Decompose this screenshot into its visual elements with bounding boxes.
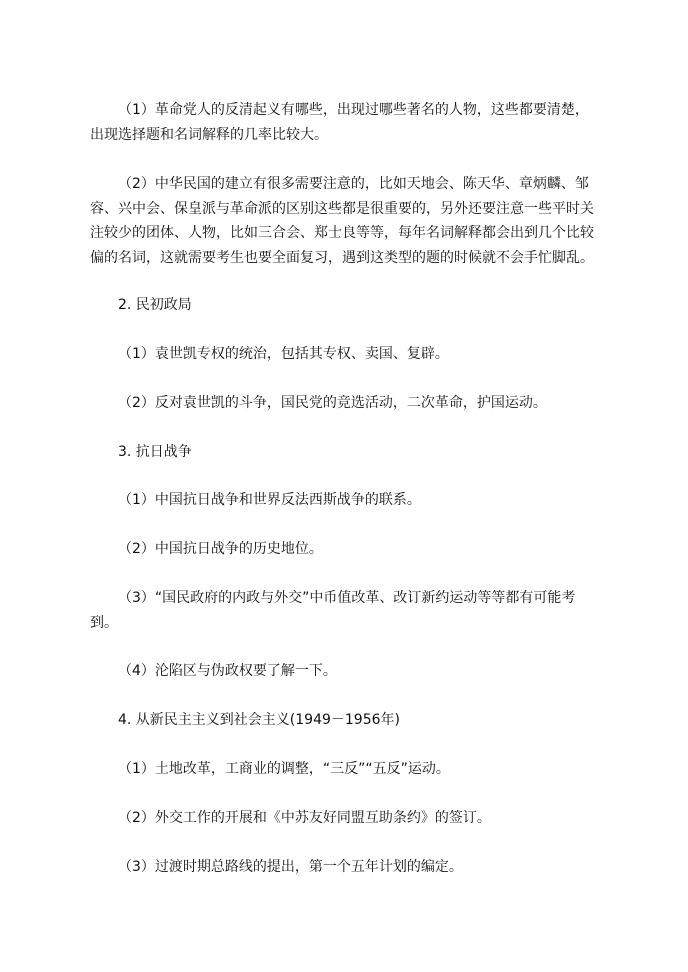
paragraph-revolutionary-uprisings: （1）革命党人的反清起义有哪些，出现过哪些著名的人物，这些都要清楚，出现选择题和名词解释的几率比较大。 (90, 102, 589, 143)
paragraph-occupied-areas: （4）沦陷区与伪政权要了解一下。 (118, 663, 337, 679)
paragraph-domestic-foreign-policy: （3）“国民政府的内政与外交”中币值改革、改订新约运动等等都有可能考到。 (90, 590, 576, 631)
paragraph-war-connection: （1）中国抗日战争和世界反法西斯战争的联系。 (118, 492, 421, 508)
paragraph-diplomacy-treaty: （2）外交工作的开展和《中苏友好同盟互助条约》的签订。 (118, 810, 491, 826)
paragraph-land-reform: （1）土地改革，工商业的调整，“三反”“五反”运动。 (118, 761, 450, 777)
paragraph-anti-yuan-struggle: （2）反对袁世凯的斗争，国民党的竞选活动，二次革命，护国运动。 (118, 395, 547, 411)
heading-anti-japanese-war: 3. 抗日战争 (118, 444, 192, 460)
heading-new-democracy-to-socialism: 4. 从新民主主义到社会主义(1949－1956年) (118, 712, 400, 728)
heading-early-republic-politics: 2. 民初政局 (118, 297, 192, 313)
paragraph-war-historical-status: （2）中国抗日战争的历史地位。 (118, 541, 323, 557)
paragraph-republic-founding: （2）中华民国的建立有很多需要注意的，比如天地会、陈天华、章炳麟、邹容、兴中会、保皇派与革命派的区别这些都是很重要的，另外还要注意一些平时关注较少的团体、人物，比如三合会、郑士良等等，每年名词解释都会出到几个比较偏的名词，这就需要考生也要全面复习，遇到这类型的题的时候就不会手忙脚乱。 (90, 176, 594, 266)
paragraph-yuan-rule: （1）袁世凯专权的统治，包括其专权、卖国、复辟。 (118, 346, 449, 362)
paragraph-transition-line: （3）过渡时期总路线的提出，第一个五年计划的编定。 (118, 859, 463, 875)
